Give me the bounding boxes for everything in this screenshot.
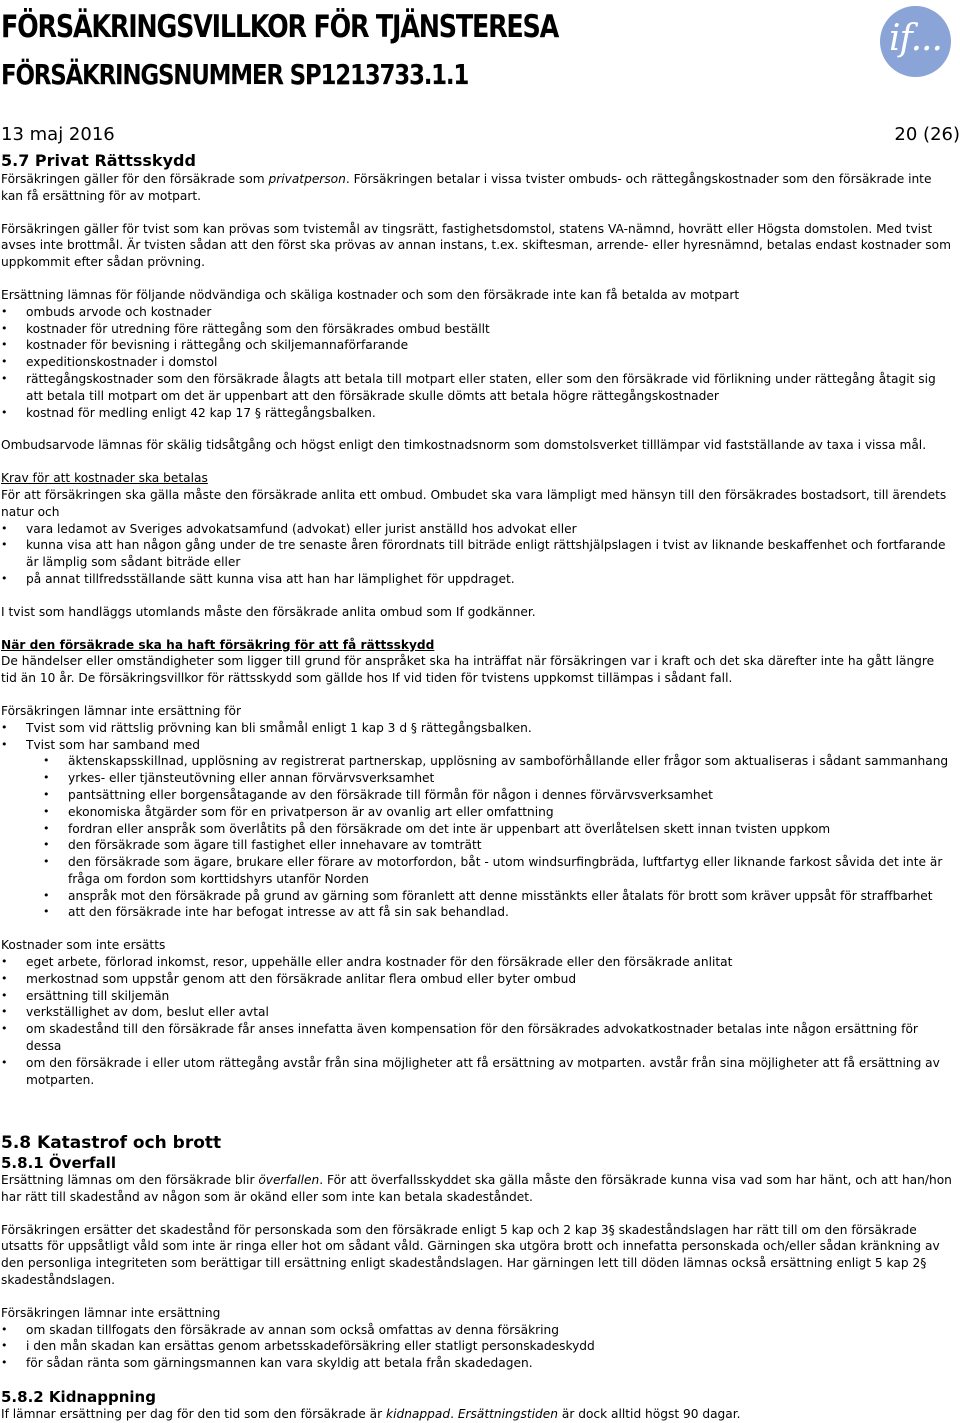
bullet-list [1,521,952,588]
list-item: • vara ledamot av Sveriges advokatsamfund (advokat) eller jurist anställd hos advokat eller [1,521,952,538]
subsection-heading: 5.8.1 Överfall [1,1154,116,1172]
paragraph: För att försäkringen ska gälla måste den försäkrade anlita ett ombud. Ombudet ska vara lämpligt med hänsyn till den försäkrades bostadsort, till ärendets natur och [1,487,947,519]
paragraph: Ersättning lämnas om den försäkrade blir överfallen. För att överfallsskyddet ska gälla måste den försäkrade kunna visa vad som har hänt, och att han/hon har rätt till skadestånd av någon som är okänd eller som inte kan betala skadeståndet. [1,1173,952,1204]
list-item: • ekonomiska åtgärder som för en privatperson är av ovanlig art eller omfattning [1,804,952,821]
paragraph: Ersättning lämnas för följande nödvändiga och skäliga kostnader och som den försäkrade inte kan få betalda av motpart [1,287,740,302]
paragraph: Försäkringen lämnar inte ersättning för [1,703,242,718]
list-item: • på annat tillfredsställande sätt kunna visa att han har lämplighet för uppdraget. [1,571,952,588]
list-item: • för sådan ränta som gärningsmannen kan vara skyldig att betala från skadedagen. [1,1355,952,1372]
document-title: FÖRSÄKRINGSVILLKOR FÖR TJÄNSTERESA [1,9,559,45]
page-number: 20 (26) [894,124,960,145]
paragraph: Försäkringen gäller för tvist som kan prövas som tvistemål av tingsrätt, fastighetsdomstol, statens VA-nämnd, hovrätt eller Högsta domstolen. Med tvist avses inte brottmål. Är tvisten sådan att den först ska prövas av annan instans, t.ex. skiftesman, arrende- eller hyresnämnd, betalas endast kostnader som uppkommit efter sådan prövning. [1,221,951,270]
section-heading: 5.7 Privat Rättsskydd [1,151,196,170]
list-item: • merkostnad som uppstår genom att den försäkrade anlitar flera ombud eller byter ombud [1,971,952,988]
paragraph: Kostnader som inte ersätts [1,938,166,953]
list-item: • den försäkrade som ägare, brukare eller förare av motorfordon, båt - utom windsurfingbräda, luftfartyg eller liknande farkost såvida det inte är fråga om fordon som korttidshyrs utanför Norden [1,854,952,888]
bullet-list [1,954,952,1088]
bullet-list [1,720,952,754]
list-item: • fordran eller anspråk som överlåtits på den försäkrade om det inte är uppenbart att överlåtelsen skett innan tvisten uppkom [1,821,952,838]
list-item: • eget arbete, förlorad inkomst, resor, uppehälle eller andra kostnader för den försäkrade eller den försäkrade anlitat [1,954,952,971]
document-date: 13 maj 2016 [1,124,115,145]
paragraph: Ombudsarvode lämnas för skälig tidsåtgång och högst enligt den timkostnadsnorm som domstolsverket tilllämpar vid fastställande av taxa i vissa mål. [1,438,927,453]
paragraph: De händelser eller omständigheter som ligger till grund för anspråket ska ha inträffat när försäkringen var i kraft och det ska därefter inte ha gått längre tid än 10 år. De försäkringsvillkor för rättsskydd som gällde hos If vid tiden för tvistens uppkomst tillämpas i sådant fall. [1,654,935,686]
bullet-list [1,304,952,422]
paragraph: Försäkringen gäller för den försäkrade som privatperson. Försäkringen betalar i vissa tvister ombuds- och rättegångskostnader som den försäkrade inte kan få ersättning för av motpart. [1,172,932,203]
section-5-7 [1,151,952,1088]
list-item: • pantsättning eller borgensåtagande av den försäkrade till förmån för någon i dennes förvärvsverksamhet [1,787,952,804]
list-item: • den försäkrade som ägare till fastighet eller innehavare av tomträtt [1,837,952,854]
subheading-krav: Krav för att kostnader ska betalas [1,471,208,486]
list-item: • ombuds arvode och kostnader [1,304,952,321]
section-5-8 [1,1133,952,1423]
list-item: • anspråk mot den försäkrade på grund av gärning som föranlett att denne misstänkts eller åtalats för brott som kräver uppsåt för straffbarhet [1,888,952,905]
paragraph: I tvist som handläggs utomlands måste den försäkrade anlita ombud som If godkänner. [1,604,536,619]
list-item: • att den försäkrade inte har befogat intresse av att få sin sak behandlad. [1,904,952,921]
bullet-list [1,1322,952,1372]
paragraph: Försäkringen lämnar inte ersättning [1,1305,221,1320]
subheading-nar: När den försäkrade ska ha haft försäkring för att få rättsskydd [1,637,435,652]
list-item: • kostnad för medling enligt 42 kap 17 § rättegångsbalken. [1,405,952,422]
list-item: • om skadan tillfogats den försäkrade av annan som också omfattas av denna försäkring [1,1322,952,1339]
list-item: • ersättning till skiljemän [1,988,952,1005]
list-item: • kostnader för utredning före rättegång som den försäkrades ombud beställt [1,321,952,338]
policy-number: FÖRSÄKRINGSNUMMER SP1213733.1.1 [1,58,469,91]
section-heading: 5.8 Katastrof och brott [1,1133,222,1153]
list-item: • kunna visa att han någon gång under de tre senaste åren förordnats till biträde enligt rättshjälpslagen i tvist av liknande beskaffenhet och fortfarande är lämplig som sådant biträde eller [1,537,952,571]
list-item: • äktenskapsskillnad, upplösning av registrerat partnerskap, upplösning av samboförhållande eller frågor som aktualiseras i sådant sammanhang [1,753,952,770]
list-item: • Tvist som har samband med [1,737,952,754]
list-item: • kostnader för bevisning i rättegång och skiljemannaförfarande [1,337,952,354]
list-item: • rättegångskostnader som den försäkrade ålagts att betala till motpart eller staten, eller som den försäkrade vid förlikning under rättegång åtagit sig att betala till motpart om det är uppenbart att den försäkrade skulle dömts att betala högre rättegångskostnader [1,371,952,405]
nested-bullet-list [1,753,952,921]
subsection-heading: 5.8.2 Kidnappning [1,1387,156,1406]
paragraph: Försäkringen ersätter det skadestånd för personskada som den försäkrade enligt 5 kap och 2 kap 3§ skadeståndslagen har rätt till om den försäkrade utsatts för uppsåtligt våld som inte är ringa eller hot om sådant våld. Gärningen ska utgöra brott och innefatta personskada och/eller sådan kränkning av den personliga integriteten som berättigar till ersättning enligt skadeståndslagen. Har gärningen lett till döden lämnas också ersättning enligt 5 kap 2§ skadeståndslagen. [1,1222,940,1287]
list-item: • yrkes- eller tjänsteutövning eller annan förvärvsverksamhet [1,770,952,787]
meta-row [1,124,960,146]
list-item: • om skadestånd till den försäkrade får anses innefatta även kompensation för den försäkrades advokatkostnader betalas inte någon ersättning för dessa [1,1021,952,1055]
list-item: • expeditionskostnader i domstol [1,354,952,371]
paragraph: If lämnar ersättning per dag för den tid som den försäkrade är kidnappad. Ersättningstiden är dock alltid högst 90 dagar. [1,1406,741,1421]
list-item: • om den försäkrade i eller utom rättegång avstår från sina möjligheter att få ersättning av motparten. avstår från sina möjligheter att få ersättning av motparten. [1,1055,952,1089]
list-item: • Tvist som vid rättslig prövning kan bli småmål enligt 1 kap 3 d § rättegångsbalken. [1,720,952,737]
list-item: • i den mån skadan kan ersättas genom arbetsskadeförsäkring eller statligt personskadeskydd [1,1338,952,1355]
if-logo: if... [880,6,951,77]
list-item: • verkställighet av dom, beslut eller avtal [1,1004,952,1021]
